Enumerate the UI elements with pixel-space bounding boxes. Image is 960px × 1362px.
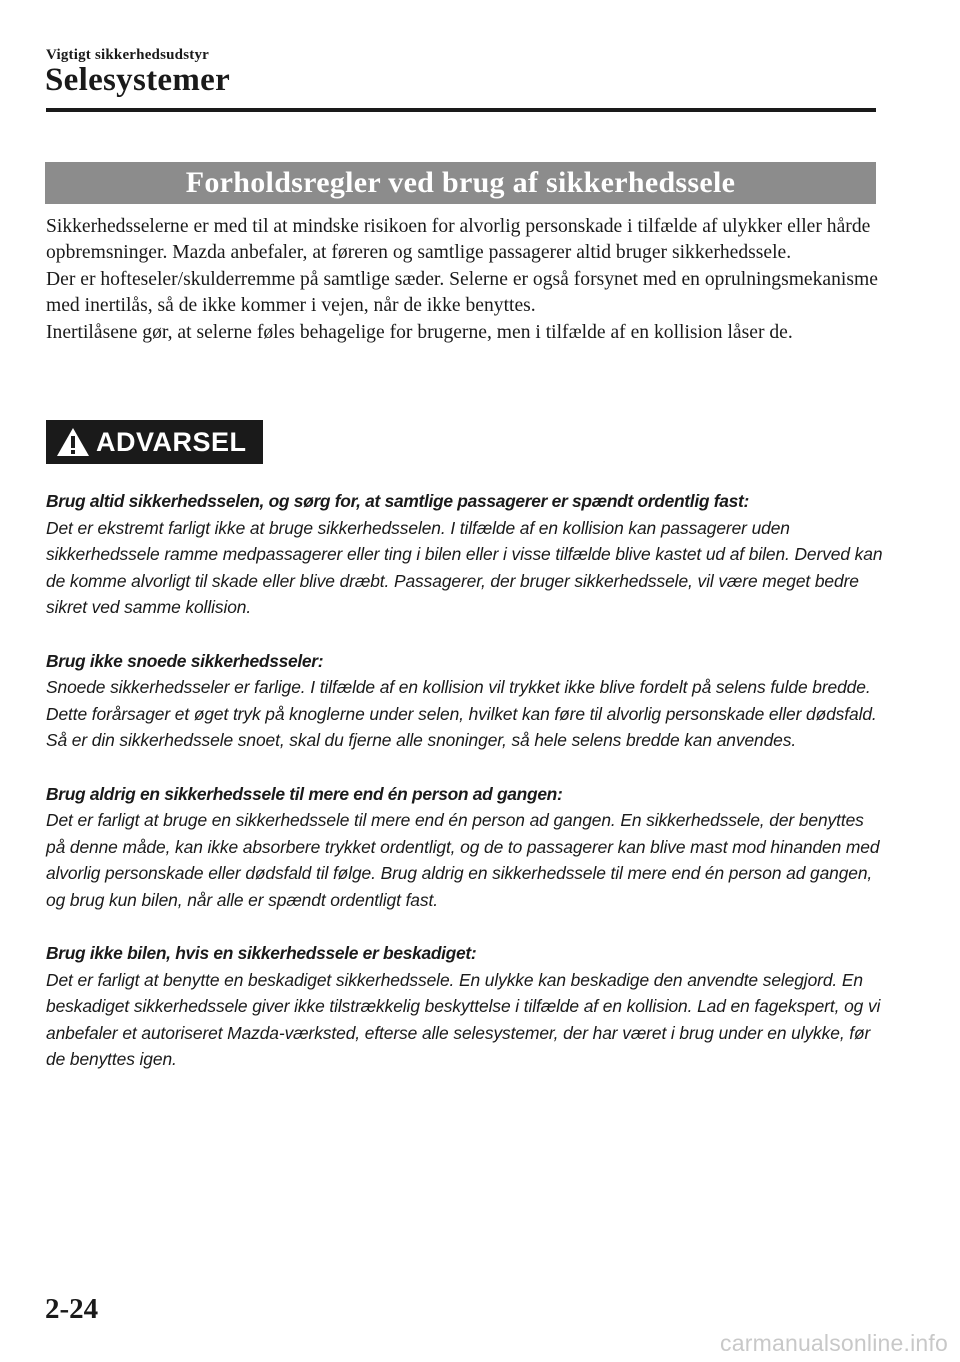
warning-badge — [46, 420, 263, 464]
warning-item — [46, 940, 886, 1073]
intro-paragraph: Der er hofteseler/skulderremme på samtlige sæder. Selerne er også forsynet med en oprulningsmekanisme med inertilås, så de ikke kommer i vejen, når de ikke benyttes. — [46, 268, 878, 317]
warning-item — [46, 648, 886, 754]
warning-body: Snoede sikkerhedsseler er farlige. I tilfælde af en kollision vil trykket ikke blive fordelt på selens fulde bredde. Dette forårsager et øget tryk på knoglerne under selen, hvilket kan føre til alvorlig personskade eller dødsfald. Så er din sikkerhedssele snoet, skal du fjerne alle snoninger, så hele selens bredde kan anvendes. — [46, 677, 877, 751]
warning-body: Det er ekstremt farligt ikke at bruge sikkerhedsselen. I tilfælde af en kollision kan passagerer uden sikkerhedssele ramme medpassagerer eller ting i bilen eller i visse tilfælde blive kastet ud af bilen. Derved kan de komme alvorligt til skade eller blive dræbt. Passagerer, der bruger sikkerhedssele, vil være meget bedre sikret ved samme kollision. — [46, 517, 883, 618]
intro-text — [46, 214, 878, 346]
title-divider — [46, 108, 876, 112]
warning-item — [46, 781, 886, 914]
warning-heading: Brug ikke snoede sikkerhedsseler: — [46, 650, 324, 671]
warning-heading: Brug aldrig en sikkerhedssele til mere end én person ad gangen: — [46, 783, 563, 804]
warning-heading: Brug ikke bilen, hvis en sikkerhedssele er beskadiget: — [46, 943, 477, 964]
watermark: carmanualsonline.info — [720, 1330, 948, 1356]
warning-body: Det er farligt at bruge en sikkerhedssele til mere end én person ad gangen. En sikkerhedssele, der benyttes på denne måde, kan ikke absorbere trykket ordentligt, og de to passagerer kan blive mast mod hinanden med alvorlig personskade eller dødsfald til følge. Brug aldrig en sikkerhedssele til mere end én person ad gangen, og brug kun bilen, når alle er spændt ordentligt fast. — [46, 810, 880, 910]
section-label: Vigtigt sikkerhedsudstyr — [46, 47, 210, 63]
intro-paragraph: Sikkerhedsselerne er med til at mindske risikoen for alvorlig personskade i tilfælde af ulykker eller hårde opbremsninger. Mazda anbefaler, at føreren og samtlige passagerer altid bruger sikkerhedssele. — [46, 216, 871, 264]
warning-body: Det er farligt at benytte en beskadiget sikkerhedssele. En ulykke kan beskadige den anvendte selegjord. En beskadiget sikkerhedssele giver ikke tilstrækkelig beskyttelse i tilfælde af en kollision. Lad en fagekspert, og vi anbefaler et autoriseret Mazda-værksted, efterse alle selesystemer, der har været i brug under en ulykke, før de benyttes igen. — [46, 969, 881, 1070]
page-title: Selesystemer — [45, 62, 231, 98]
warning-triangle-icon — [56, 427, 90, 457]
page-number: 2-24 — [45, 1293, 99, 1325]
section-banner-title: Forholdsregler ved brug af sikkerhedssele — [185, 166, 736, 199]
warning-item — [46, 488, 886, 621]
section-banner — [45, 162, 876, 204]
warning-heading: Brug altid sikkerhedsselen, og sørg for, at samtlige passagerer er spændt ordentlig fast: — [46, 491, 749, 511]
intro-paragraph: Inertilåsene gør, at selerne føles behagelige for brugerne, men i tilfælde af en kollision låser de. — [46, 321, 793, 343]
warning-list — [46, 488, 886, 1100]
warning-label: ADVARSEL — [96, 426, 247, 457]
